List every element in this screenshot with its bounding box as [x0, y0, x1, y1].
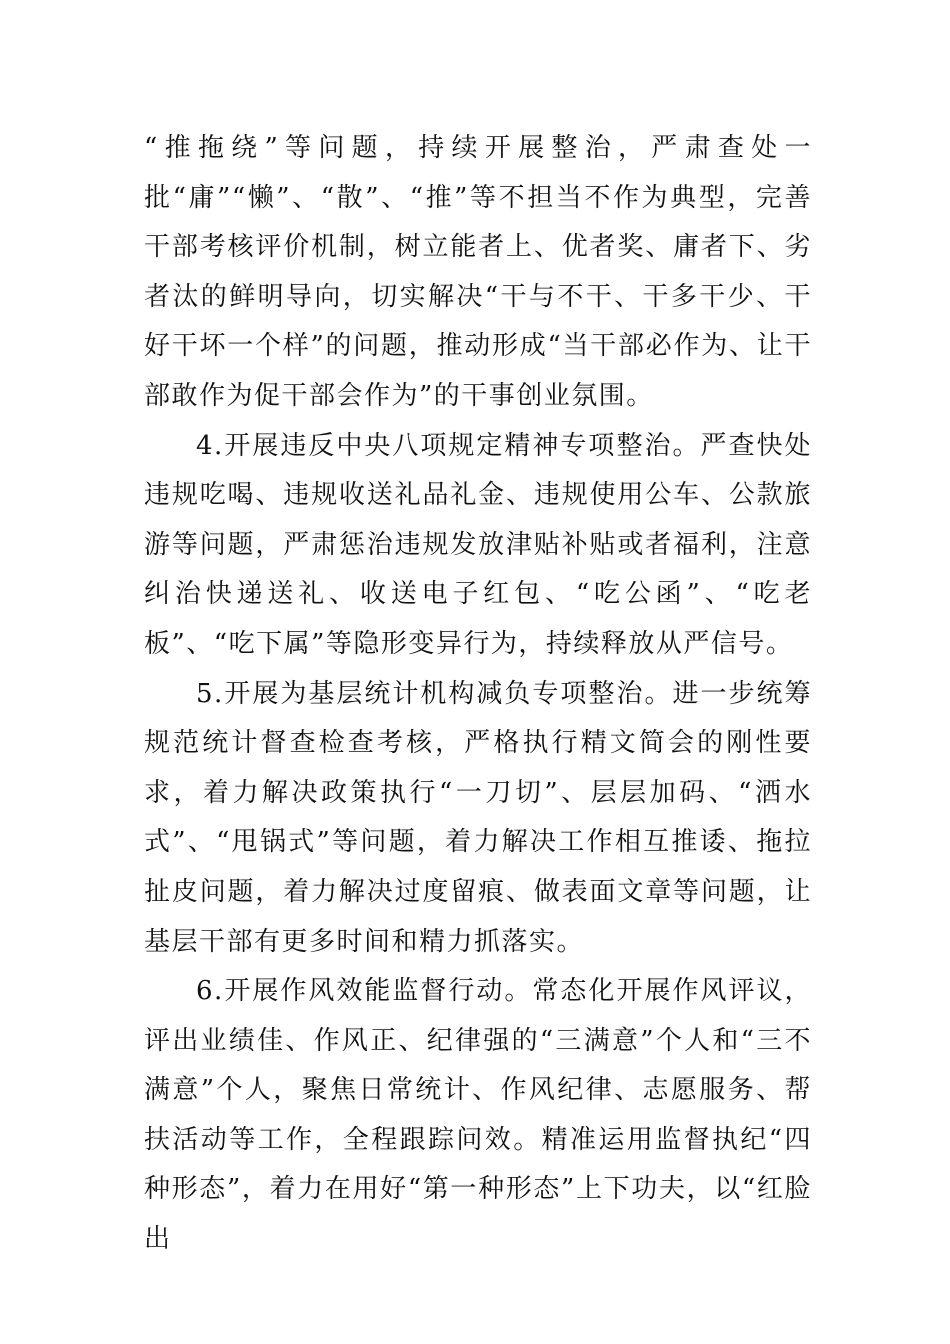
paragraph-item-4: 4.开展违反中央八项规定精神专项整治。严查快处违规吃喝、违规收送礼品礼金、违规使用公车、公款旅游等问题，严肃惩治违规发放津贴补贴或者福利，注意纠治快递送礼、收送电子红包、“吃公函”、“吃老板”、“吃下属”等隐形变异行为，持续释放从严信号。: [144, 430, 812, 659]
paragraph-item-6: 6.开展作风效能监督行动。常态化开展作风评议，评出业绩佳、作风正、纪律强的“三满意”个人和“三不满意”个人，聚焦日常统计、作风纪律、志愿服务、帮扶活动等工作，全程跟踪问效。精准运用监督执纪“四种形态”，着力在用好“第一种形态”上下功夫，以“红脸出: [144, 976, 812, 1255]
paragraph-item-5: 5.开展为基层统计机构减负专项整治。进一步统筹规范统计督查检查考核，严格执行精文简会的刚性要求，着力解决政策执行“一刀切”、层层加码、“洒水式”、“甩锅式”等问题，着力解决工作相互推诿、拖拉扯皮问题，着力解决过度留痕、做表面文章等问题，让基层干部有更多时间和精力抓落实。: [144, 678, 812, 957]
document-body: [144, 124, 812, 1265]
paragraph-continuation: “推拖绕”等问题，持续开展整治，严肃查处一批“庸”“懒”、“散”、“推”等不担当不作为典型，完善干部考核评价机制，树立能者上、优者奖、庸者下、劣者汰的鲜明导向，切实解决“干与不干、干多干少、干好干坏一个样”的问题，推动形成“当干部必作为、让干部敢作为促干部会作为”的干事创业氛围。: [144, 133, 812, 411]
